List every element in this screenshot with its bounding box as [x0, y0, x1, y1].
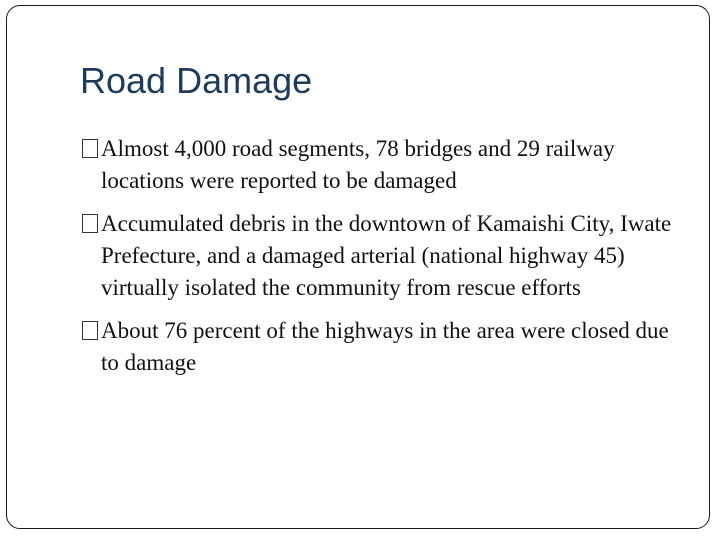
- bullet-list: [82, 133, 692, 390]
- missing-glyph-box-icon: [82, 139, 98, 158]
- bullet-item-road-segments: [82, 133, 692, 197]
- bullet-text: Almost 4,000 road segments, 78 bridges and 29 railway locations were reported to be damaged: [101, 136, 615, 193]
- bullet-text: Accumulated debris in the downtown of Kamaishi City, Iwate Prefecture, and a damaged arterial (national highway 45) virtually isolated the community from rescue efforts: [101, 211, 672, 300]
- bullet-item-highways-closed: [82, 315, 692, 379]
- bullet-text: About 76 percent of the highways in the area were closed due to damage: [101, 318, 669, 375]
- missing-glyph-box-icon: [82, 214, 98, 233]
- bullet-item-debris-kamaishi: [82, 208, 692, 304]
- missing-glyph-box-icon: [82, 321, 98, 340]
- slide-title: Road Damage: [80, 60, 313, 101]
